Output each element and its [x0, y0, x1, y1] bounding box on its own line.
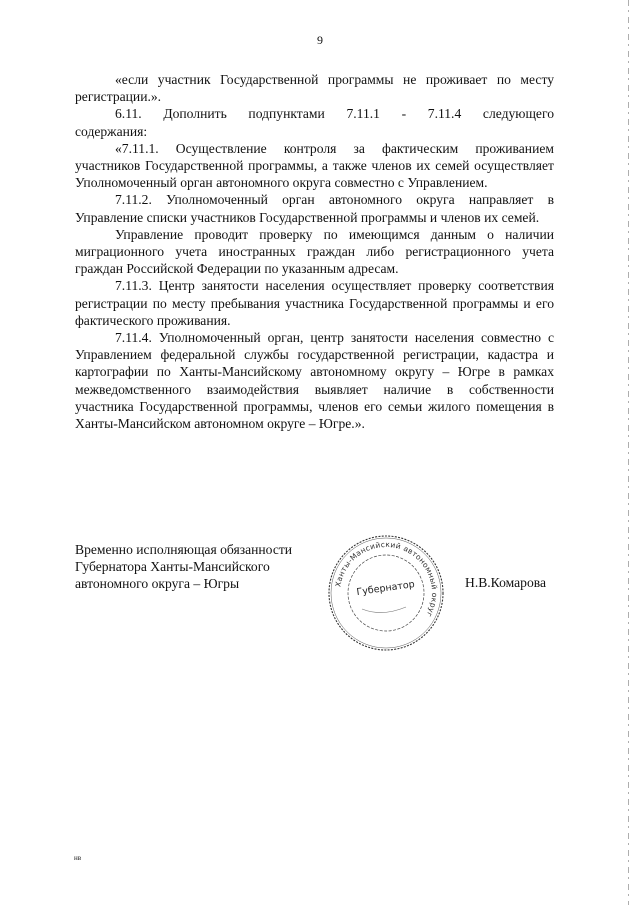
- paragraph: 7.11.2. Уполномоченный орган автономного округа направляет в Управление списки участников Государственной программы и членов их семей.: [75, 192, 554, 225]
- signer-name: Н.В.Комарова: [465, 575, 547, 590]
- official-seal: [322, 529, 450, 657]
- paragraph: «7.11.1. Осуществление контроля за фактическим проживанием участников Государственной программы, а также членов их семей осуществляет Уполномоченный орган автономного округа совместно с Управлением.: [75, 140, 554, 191]
- page-number: 9: [317, 33, 323, 47]
- signer-title-line: Временно исполняющая обязанности: [75, 542, 293, 557]
- paragraph: «если участник Государственной программы не проживает по месту регистрации.».: [75, 72, 554, 105]
- document-body: [75, 71, 554, 432]
- scan-edge-artifact: [627, 0, 630, 905]
- signature-block: [75, 541, 555, 651]
- seal-center-text: Губернатор: [355, 579, 416, 599]
- paragraph: 6.11. Дополнить подпунктами 7.11.1 - 7.11.4 следующего: [115, 106, 554, 122]
- footer-mark: нв: [74, 854, 82, 862]
- signer-title-line: Губернатора Ханты-Мансийского: [75, 559, 270, 575]
- signer-title: [75, 541, 320, 593]
- seal-graphic: [322, 529, 450, 657]
- paragraph: 7.11.4. Уполномоченный орган, центр занятости населения совместно с Управлением федеральной службы государственной регистрации, кадастра и картографии по Ханты-Мансийскому автономному округу – Югре в рамках межведомственного взаимодействия выявляет наличие в собственности участника Государственной программы, членов его семьи жилого помещения в Ханты-Мансийском автономном округе – Югре.».: [75, 330, 554, 432]
- seal-outer-text: Ханты-Мансийский автономный округ: [333, 539, 440, 619]
- paragraph: Управление проводит проверку по имеющимся данным о наличии миграционного учета иностранных граждан либо регистрационного учета граждан Российской Федерации по указанным адресам.: [75, 226, 554, 277]
- paragraph: содержания:: [75, 123, 148, 139]
- paragraph: 7.11.3. Центр занятости населения осуществляет проверку соответствия регистрации по месту пребывания участника Государственной программы и его фактического проживания.: [75, 278, 554, 328]
- signer-title-line: автономного округа – Югры: [75, 576, 240, 592]
